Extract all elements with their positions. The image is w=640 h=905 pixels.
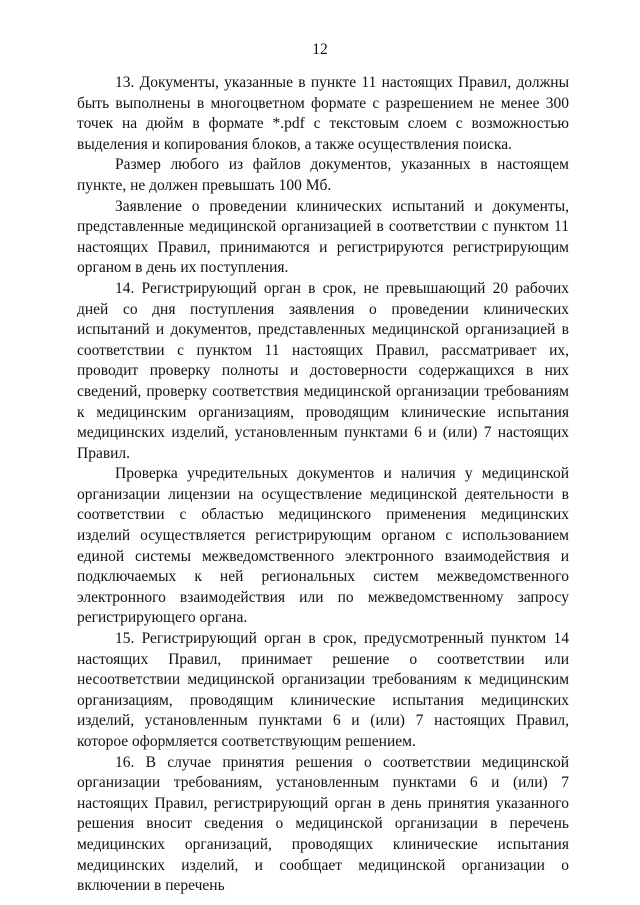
paragraph-15: 15. Регистрирующий орган в срок, предусмотренный пунктом 14 настоящих Правил, принимает решение о соответствии или несоответствии медицинской организации требованиям к медицинским организациям, проводящим клинические испытания медицинских изделий, установленным пунктами 6 и (или) 7 настоящих Правил, которое оформляется соответствующим решением. [77, 630, 569, 750]
paragraph-14: 14. Регистрирующий орган в срок, не превышающий 20 рабочих дней со дня поступления заявления о проведении клинических испытаний и документов, представленных медицинской организацией в соответствии с пунктом 11 настоящих Правил, рассматривает их, проводит проверку полноты и достоверности содержащихся в них сведений, проверку соответствия медицинской организации требованиям к медицинским организациям, проводящим клинические испытания медицинских изделий, установленным пунктами 6 и (или) 7 настоящих Правил. [77, 279, 569, 462]
paragraph-13: 13. Документы, указанные в пункте 11 настоящих Правил, должны быть выполнены в многоцветном формате с разрешением не менее 300 точек на дюйм в формате *.pdf с текстовым слоем с возможностью выделения и копирования блоков, а также осуществления поиска. [77, 74, 569, 153]
paragraph-file-size: Размер любого из файлов документов, указанных в настоящем пункте, не должен превышать 100 Мб. [77, 156, 569, 194]
paragraph-license-check: Проверка учредительных документов и наличия у медицинской организации лицензии на осуществление медицинской деятельности в соответствии с областью медицинского применения медицинских изделий осуществляется регистрирующим органом с использованием единой системы межведомственного электронного взаимодействия и подключаемых к ней региональных систем межведомственного электронного взаимодействия или по межведомственному запросу регистрирующего органа. [77, 465, 569, 627]
paragraph-registration: Заявление о проведении клинических испытаний и документы, представленные медицинской организацией в соответствии с пунктом 11 настоящих Правил, принимаются и регистрируются регистрирующим органом в день их поступления. [77, 197, 569, 277]
paragraph-16: 16. В случае принятия решения о соответствии медицинской организации требованиям, установленным пунктами 6 и (или) 7 настоящих Правил, регистрирующий орган в день принятия указанного решения вносит сведения о медицинской организации в перечень медицинских организаций, проводящих клинические испытания медицинских изделий, и сообщает медицинской организации о включении в перечень [77, 753, 569, 895]
document-body [77, 73, 569, 897]
page-number: 12 [312, 41, 328, 58]
